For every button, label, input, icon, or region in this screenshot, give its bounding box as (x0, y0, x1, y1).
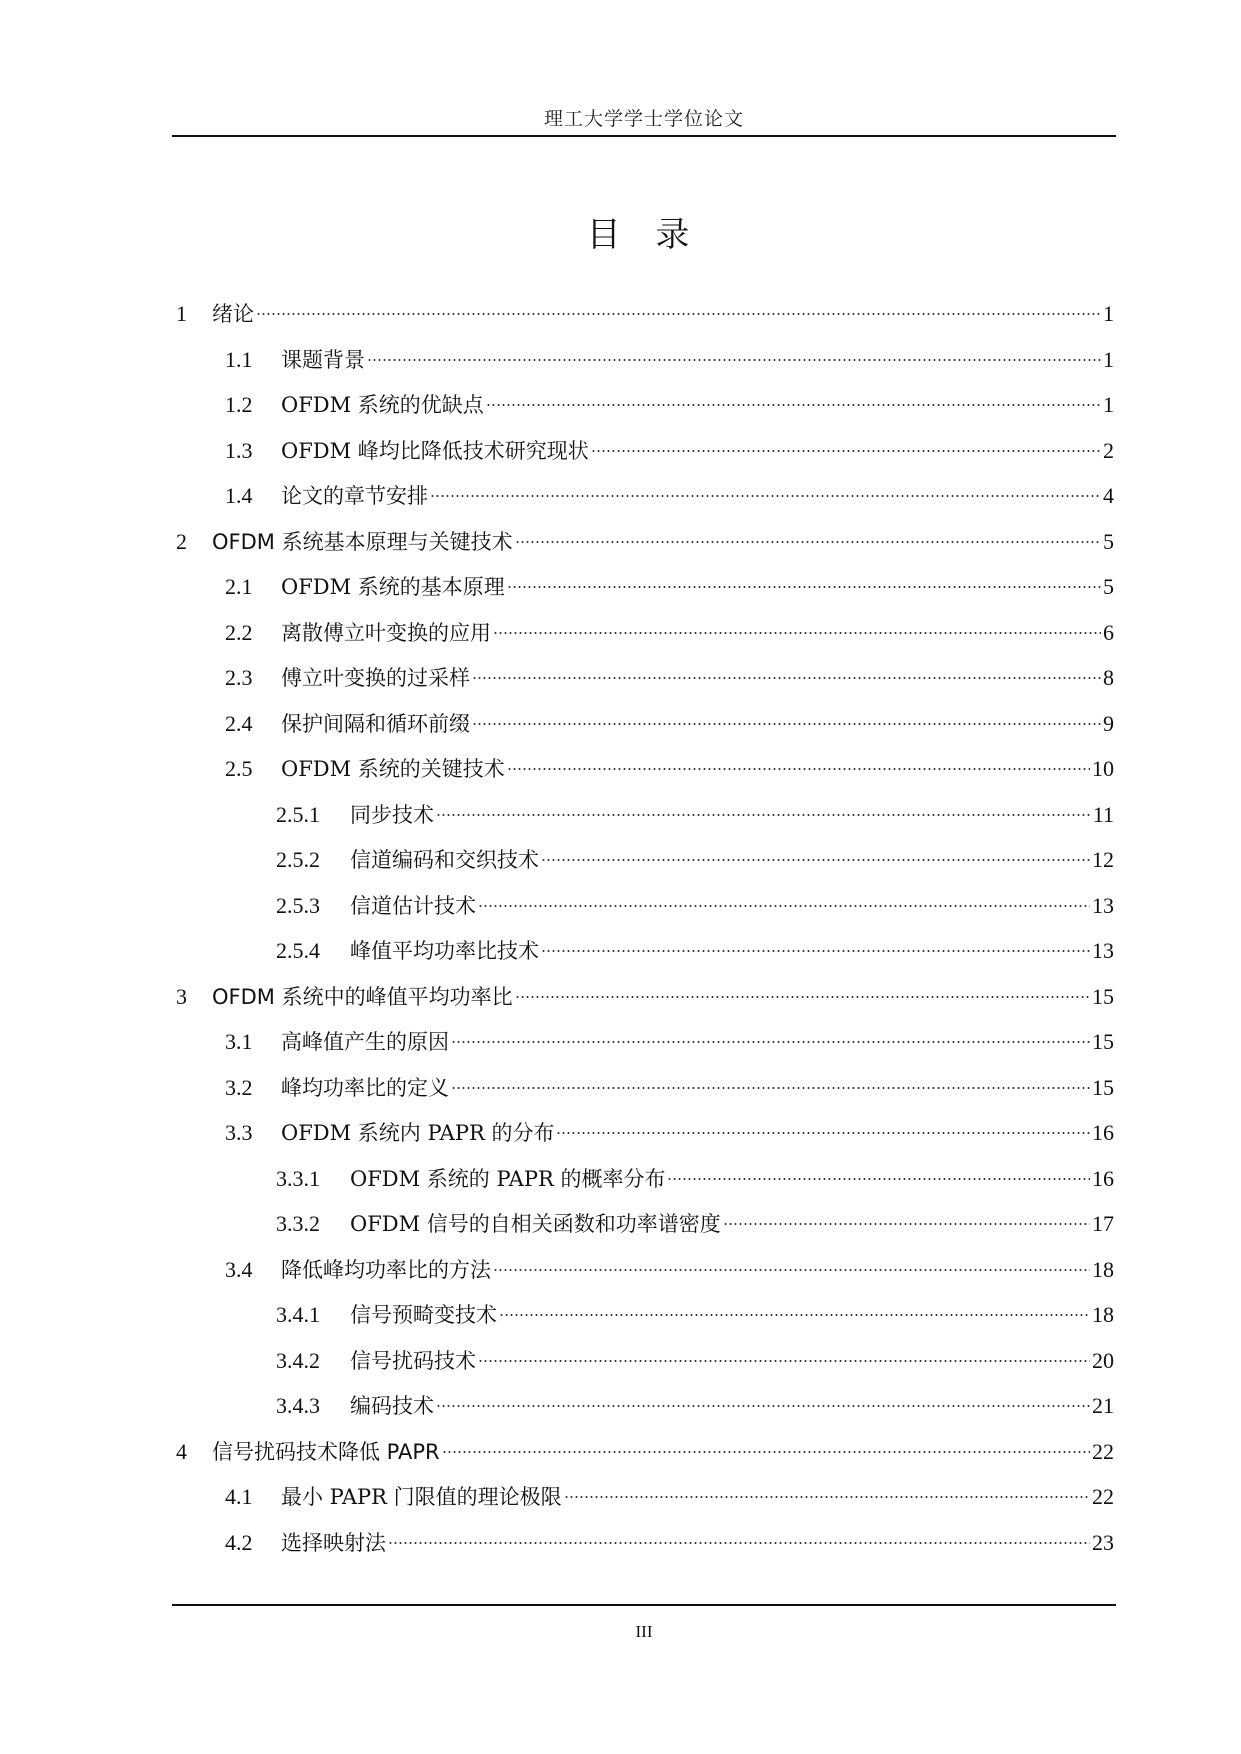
toc-entry-title: OFDM 信号的自相关函数和功率谱密度 (350, 1212, 721, 1236)
toc-entry[interactable] (172, 337, 1114, 383)
toc-entry-title: 降低峰均功率比的方法 (281, 1257, 491, 1282)
toc-entry-title: OFDM 系统的基本原理 (281, 575, 505, 599)
toc-entry-title: 信号扰码技术降低 PAPR (212, 1439, 440, 1464)
toc-entry[interactable] (172, 1110, 1114, 1156)
toc-entry-title: OFDM 系统中的峰值平均功率比 (212, 984, 513, 1009)
toc-entry-title: 信号预畸变技术 (350, 1303, 497, 1327)
toc-entry[interactable] (172, 837, 1114, 883)
toc-entry[interactable] (172, 1065, 1114, 1111)
toc-entry-title: OFDM 系统的 PAPR 的概率分布 (350, 1166, 666, 1191)
toc-entry-number: 1.3 (225, 437, 253, 463)
dot-leader (486, 404, 1101, 406)
toc-entry-page: 12 (1092, 847, 1114, 872)
dot-leader (478, 905, 1090, 907)
toc-entry[interactable] (172, 1520, 1114, 1566)
toc-entry-page: 18 (1092, 1302, 1114, 1327)
dot-leader (723, 1223, 1090, 1225)
toc-entry-number: 3.4.1 (276, 1302, 320, 1327)
toc-entry-number: 2.3 (225, 665, 253, 690)
toc-entry-page: 23 (1092, 1529, 1114, 1555)
dot-leader (556, 1132, 1090, 1134)
toc-entry[interactable] (172, 291, 1114, 337)
toc-entry-title: 峰均功率比的定义 (281, 1075, 449, 1100)
toc-entry-number: 1.4 (225, 483, 253, 508)
dot-leader (541, 859, 1090, 861)
dot-leader (472, 677, 1101, 679)
toc-entry-number: 1 (176, 301, 187, 326)
toc-entry[interactable] (172, 564, 1114, 610)
toc-entry-number: 3 (176, 983, 187, 1009)
toc-entry-page: 1 (1103, 346, 1114, 372)
toc-entry-title: 傅立叶变换的过采样 (281, 666, 470, 690)
dot-leader (367, 359, 1101, 361)
dot-leader (493, 1269, 1090, 1271)
toc-entry-page: 21 (1092, 1393, 1114, 1418)
toc-entry-number: 3.3.1 (276, 1165, 320, 1191)
toc-entry[interactable] (172, 1338, 1114, 1384)
toc-entry-number: 2.5.2 (276, 847, 320, 872)
toc-entry[interactable] (172, 746, 1114, 792)
toc-entry-number: 1.2 (225, 392, 253, 417)
table-of-contents (172, 291, 1114, 1565)
toc-entry[interactable] (172, 883, 1114, 929)
toc-entry[interactable] (172, 428, 1114, 474)
dot-leader (507, 768, 1090, 770)
toc-entry-page: 2 (1103, 437, 1114, 463)
toc-entry-title: 选择映射法 (281, 1530, 386, 1555)
dot-leader (515, 541, 1101, 543)
toc-entry-page: 17 (1092, 1211, 1114, 1236)
toc-entry[interactable] (172, 610, 1114, 656)
dot-leader (436, 1405, 1090, 1407)
toc-entry-number: 3.4 (225, 1256, 253, 1282)
toc-entry-number: 3.4.3 (276, 1393, 320, 1418)
toc-entry-number: 2 (176, 528, 187, 554)
toc-entry-number: 2.5.4 (276, 938, 320, 963)
toc-entry-title: 编码技术 (350, 1394, 434, 1418)
toc-entry[interactable] (172, 1156, 1114, 1202)
toc-entry[interactable] (172, 974, 1114, 1020)
dot-leader (507, 586, 1101, 588)
toc-entry-title: 课题背景 (281, 347, 365, 372)
toc-entry-page: 6 (1103, 619, 1114, 645)
toc-entry-page: 1 (1103, 301, 1114, 326)
toc-entry-page: 20 (1092, 1347, 1114, 1373)
header-rule (172, 135, 1116, 137)
toc-entry-title: 峰值平均功率比技术 (350, 939, 539, 963)
toc-entry-number: 3.3.2 (276, 1211, 320, 1236)
toc-entry-number: 3.3 (225, 1120, 253, 1145)
toc-entry[interactable] (172, 792, 1114, 838)
toc-entry-title: 绪论 (212, 302, 254, 326)
toc-entry-number: 2.5.3 (276, 892, 320, 918)
toc-entry[interactable] (172, 519, 1114, 565)
toc-entry[interactable] (172, 1474, 1114, 1520)
dot-leader (451, 1041, 1090, 1043)
toc-entry-page: 1 (1103, 392, 1114, 417)
toc-entry-number: 3.2 (225, 1074, 253, 1100)
toc-entry-title: OFDM 峰均比降低技术研究现状 (281, 438, 589, 463)
toc-entry[interactable] (172, 1383, 1114, 1429)
toc-entry-number: 2.2 (225, 619, 253, 645)
toc-entry-page: 8 (1103, 665, 1114, 690)
toc-entry-page: 15 (1092, 1029, 1114, 1054)
dot-leader (499, 1314, 1090, 1316)
dot-leader (478, 1360, 1090, 1362)
dot-leader (388, 1542, 1090, 1544)
dot-leader (493, 632, 1101, 634)
dot-leader (256, 313, 1101, 315)
toc-entry-page: 15 (1092, 983, 1114, 1009)
toc-entry-title: 高峰值产生的原因 (281, 1030, 449, 1054)
dot-leader (515, 996, 1090, 998)
toc-entry-number: 2.5.1 (276, 801, 320, 827)
toc-entry-title: 信道编码和交织技术 (350, 848, 539, 872)
toc-entry-title: 论文的章节安排 (281, 484, 428, 508)
toc-entry-page: 16 (1092, 1165, 1114, 1191)
toc-entry-number: 3.1 (225, 1029, 253, 1054)
toc-entry-number: 2.1 (225, 574, 253, 599)
toc-entry-page: 13 (1092, 938, 1114, 963)
toc-entry-title: OFDM 系统的关键技术 (281, 757, 505, 781)
toc-entry-page: 9 (1103, 710, 1114, 736)
toc-entry-page: 13 (1092, 892, 1114, 918)
toc-entry-title: 信道估计技术 (350, 893, 476, 918)
running-header: 理工大学学士学位论文 (543, 109, 744, 130)
page-number: III (635, 1622, 653, 1641)
toc-entry[interactable] (172, 928, 1114, 974)
toc-entry-number: 3.4.2 (276, 1347, 320, 1373)
toc-title: 目 录 (586, 215, 702, 255)
toc-entry-title: OFDM 系统内 PAPR 的分布 (281, 1121, 555, 1145)
dot-leader (591, 450, 1101, 452)
toc-entry-title: 离散傅立叶变换的应用 (281, 620, 491, 645)
toc-entry[interactable] (172, 655, 1114, 701)
toc-entry-page: 22 (1092, 1438, 1114, 1464)
toc-entry-page: 18 (1092, 1256, 1114, 1282)
toc-entry-page: 10 (1092, 756, 1114, 781)
toc-entry[interactable] (172, 1019, 1114, 1065)
toc-entry-title: 信号扰码技术 (350, 1348, 476, 1373)
dot-leader (442, 1451, 1090, 1453)
toc-entry[interactable] (172, 1292, 1114, 1338)
toc-entry-page: 5 (1103, 574, 1114, 599)
footer-rule (172, 1604, 1116, 1606)
toc-entry-page: 16 (1092, 1120, 1114, 1145)
toc-entry-title: OFDM 系统的优缺点 (281, 393, 484, 417)
toc-entry[interactable] (172, 701, 1114, 747)
dot-leader (564, 1496, 1090, 1498)
toc-entry-page: 22 (1092, 1484, 1114, 1509)
toc-entry-number: 4.1 (225, 1484, 253, 1509)
toc-entry-page: 5 (1103, 528, 1114, 554)
dot-leader (472, 723, 1101, 725)
toc-entry-title: 同步技术 (350, 802, 434, 827)
toc-entry-number: 4.2 (225, 1529, 253, 1555)
toc-entry-number: 2.4 (225, 710, 253, 736)
toc-entry-number: 2.5 (225, 756, 253, 781)
toc-entry[interactable] (172, 1201, 1114, 1247)
toc-entry-number: 1.1 (225, 346, 253, 372)
dot-leader (436, 814, 1091, 816)
toc-entry[interactable] (172, 1247, 1114, 1293)
toc-entry-page: 11 (1092, 801, 1114, 827)
toc-entry-page: 15 (1092, 1074, 1114, 1100)
toc-entry-number: 4 (176, 1438, 187, 1464)
toc-entry-title: 最小 PAPR 门限值的理论极限 (281, 1485, 562, 1509)
toc-entry[interactable] (172, 473, 1114, 519)
toc-entry-title: 保护间隔和循环前缀 (281, 711, 470, 736)
dot-leader (667, 1178, 1090, 1180)
toc-entry-title: OFDM 系统基本原理与关键技术 (212, 529, 513, 554)
toc-entry[interactable] (172, 1429, 1114, 1475)
dot-leader (451, 1087, 1090, 1089)
toc-entry-page: 4 (1103, 483, 1114, 508)
dot-leader (430, 495, 1101, 497)
dot-leader (541, 950, 1090, 952)
toc-entry[interactable] (172, 382, 1114, 428)
